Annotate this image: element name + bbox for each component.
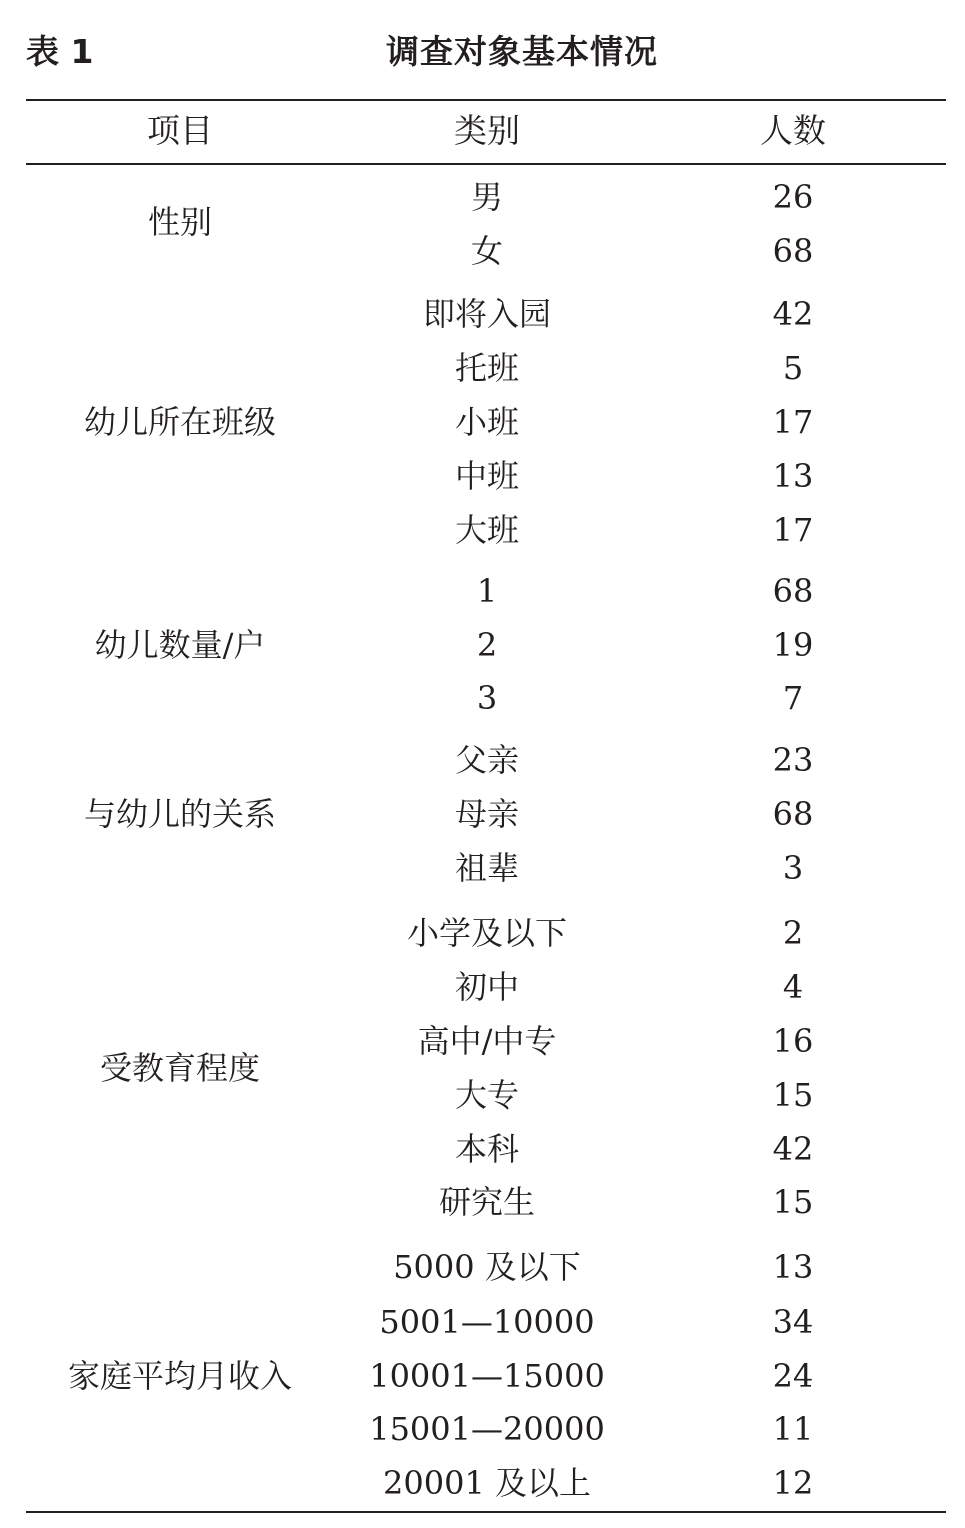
category-cell: 即将入园 <box>422 295 552 333</box>
count-cell: 5 <box>782 349 804 387</box>
table-label: 表 1 <box>26 32 94 71</box>
item-cell: 幼儿数量/户 <box>94 626 266 664</box>
category-cell: 3 <box>476 679 498 717</box>
header-item: 项目 <box>147 111 213 150</box>
count-cell: 2 <box>782 914 804 952</box>
header-rule <box>26 163 946 165</box>
count-cell: 13 <box>772 457 814 495</box>
item-cell: 受教育程度 <box>99 1049 261 1087</box>
count-cell: 34 <box>772 1303 814 1341</box>
category-cell: 小班 <box>454 403 520 441</box>
count-cell: 24 <box>772 1357 814 1395</box>
count-cell: 23 <box>772 741 814 779</box>
item-cell: 性别 <box>147 203 213 241</box>
item-cell: 幼儿所在班级 <box>83 403 277 441</box>
category-cell: 父亲 <box>454 741 520 779</box>
bottom-rule <box>26 1511 946 1513</box>
category-cell: 5001—10000 <box>379 1303 595 1341</box>
category-cell: 祖辈 <box>454 849 520 887</box>
category-cell: 大班 <box>454 511 520 549</box>
count-cell: 42 <box>772 1130 814 1168</box>
category-cell: 高中/中专 <box>417 1022 557 1060</box>
item-cell: 家庭平均月收入 <box>67 1357 293 1395</box>
category-cell: 1 <box>476 572 498 610</box>
category-cell: 5000 及以下 <box>393 1248 581 1286</box>
category-cell: 男 <box>470 178 504 216</box>
category-cell: 初中 <box>454 968 520 1006</box>
count-cell: 17 <box>772 403 814 441</box>
category-cell: 托班 <box>454 349 520 387</box>
count-cell: 17 <box>772 511 814 549</box>
count-cell: 42 <box>772 295 814 333</box>
category-cell: 大专 <box>454 1076 520 1114</box>
count-cell: 15 <box>772 1183 814 1221</box>
count-cell: 7 <box>782 679 804 717</box>
category-cell: 15001—20000 <box>369 1410 605 1448</box>
category-cell: 母亲 <box>454 795 520 833</box>
header-category: 类别 <box>454 111 520 150</box>
top-rule <box>26 99 946 101</box>
count-cell: 19 <box>772 626 814 664</box>
category-cell: 2 <box>476 626 498 664</box>
count-cell: 11 <box>772 1410 814 1448</box>
category-cell: 中班 <box>454 457 520 495</box>
header-count: 人数 <box>760 111 826 150</box>
table-title: 调查对象基本情况 <box>386 32 658 71</box>
category-cell: 小学及以下 <box>406 914 568 952</box>
category-cell: 10001—15000 <box>369 1357 605 1395</box>
count-cell: 3 <box>782 849 804 887</box>
category-cell: 20001 及以上 <box>383 1464 591 1502</box>
item-cell: 与幼儿的关系 <box>83 795 277 833</box>
count-cell: 12 <box>772 1464 814 1502</box>
count-cell: 68 <box>772 232 814 270</box>
count-cell: 26 <box>772 178 814 216</box>
count-cell: 68 <box>772 572 814 610</box>
category-cell: 研究生 <box>438 1183 536 1221</box>
count-cell: 16 <box>772 1022 814 1060</box>
count-cell: 15 <box>772 1076 814 1114</box>
count-cell: 4 <box>782 968 804 1006</box>
category-cell: 本科 <box>454 1130 520 1168</box>
count-cell: 13 <box>772 1248 814 1286</box>
category-cell: 女 <box>470 232 504 270</box>
count-cell: 68 <box>772 795 814 833</box>
